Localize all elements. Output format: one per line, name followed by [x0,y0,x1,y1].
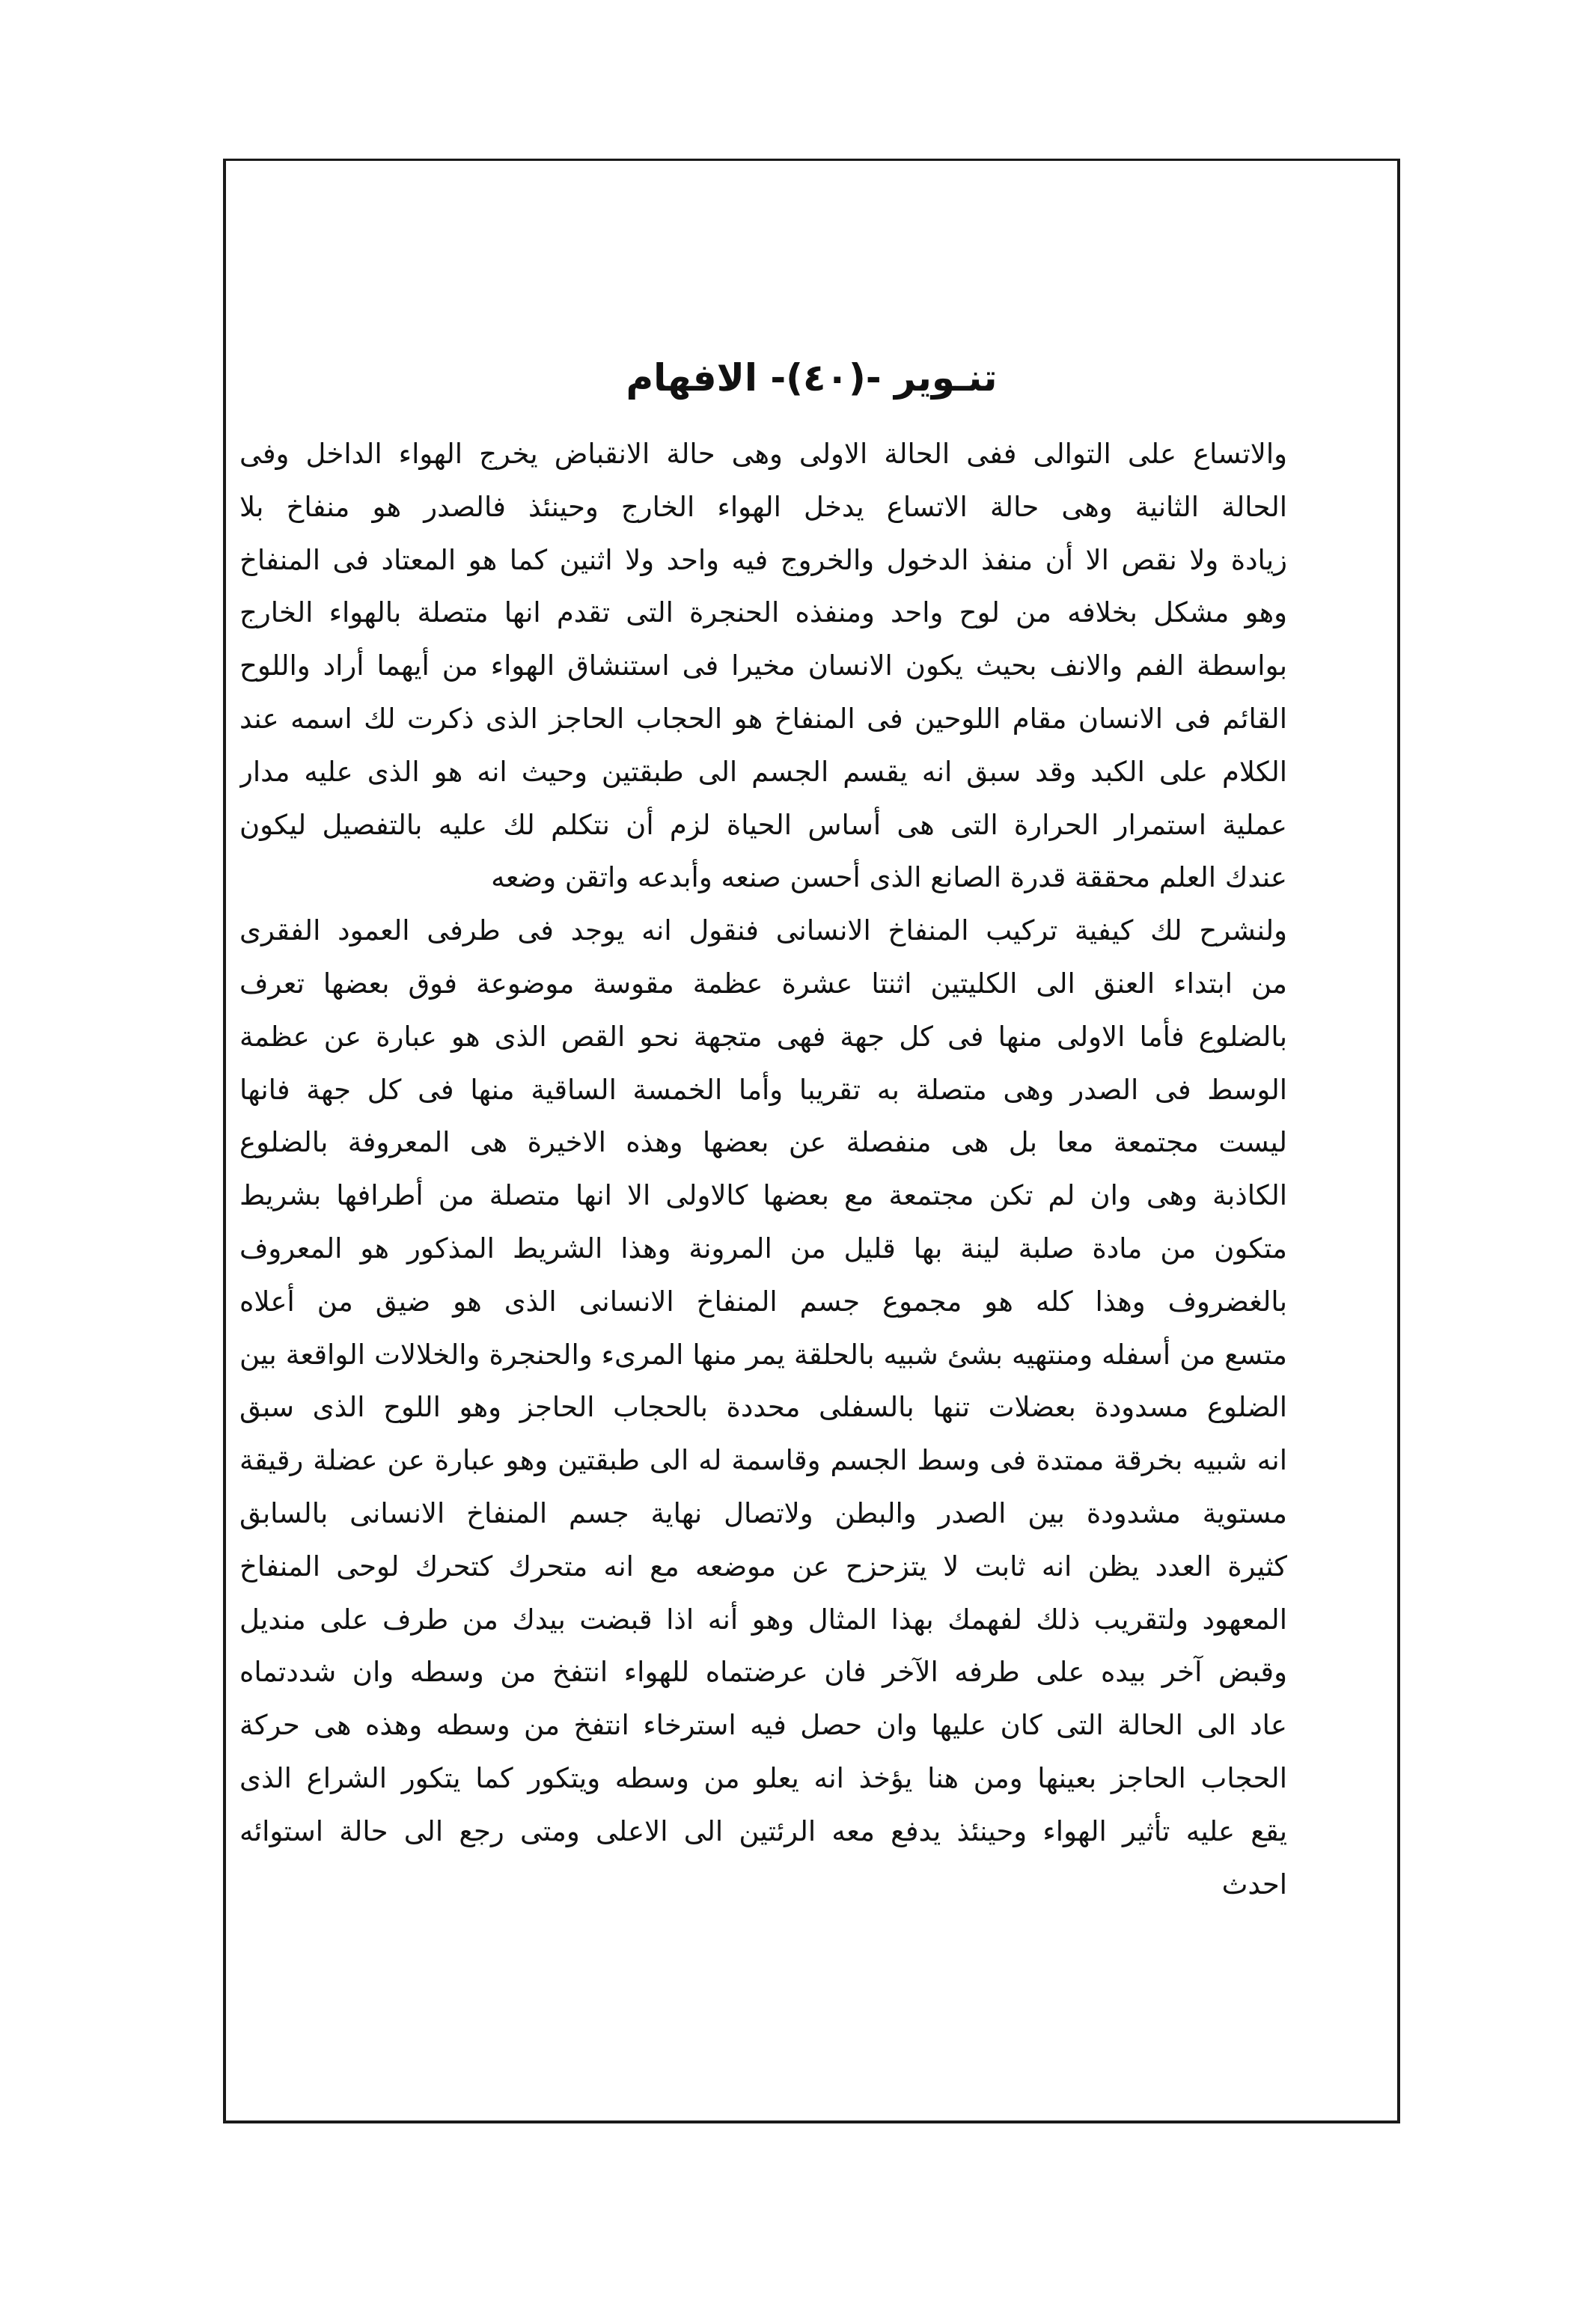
body-text [239,428,1287,1911]
text-line: وهو مشكل بخلافه من لوح واحد ومنفذه الحنجرة التى تقدم انها متصلة بالهواء الخارج [239,596,1287,629]
text-line: عاد الى الحالة التى كان عليها وان حصل فيه استرخاء انتفخ من وسطه وهذه هى حركة [239,1709,1287,1742]
text-line: متكون من مادة صلبة لينة بها قليل من المرونة وهذا الشريط المذكور هو المعروف [239,1232,1287,1265]
text-line: احدث [1221,1868,1287,1901]
text-line: بالضلوع فأما الاولى منها فى كل جهة فهى متجهة نحو القص الذى هو عبارة عن عظمة [239,1020,1287,1053]
text-line: والاتساع على التوالى ففى الحالة الاولى وهى حالة الانقباض يخرج الهواء الداخل وفى [239,438,1287,470]
text-line: انه شبيه بخرقة ممتدة فى وسط الجسم وقاسمة له الى طبقتين وهو عبارة عن عضلة رقيقة [239,1444,1287,1477]
text-line: بالغضروف وهذا كله هو مجموع جسم المنفاخ الانسانى الذى هو ضيق من أعلاه [239,1285,1287,1318]
text-line: ليست مجتمعة معا بل هى منفصلة عن بعضها وهذه الاخيرة هى المعروفة بالضلوع [239,1126,1287,1159]
text-line: كثيرة العدد يظن انه ثابت لا يتزحزح عن موضعه مع انه متحرك كتحرك لوحى المنفاخ [239,1550,1287,1583]
text-line: الكاذبة وهى وان لم تكن مجتمعة مع بعضها كالاولى الا انها متصلة من أطرافها بشريط [239,1179,1287,1212]
text-line: الوسط فى الصدر وهى متصلة به تقريبا وأما الخمسة الساقية منها فى كل جهة فانها [239,1073,1287,1106]
text-line: وقبض آخر بيده على طرفه الآخر فان عرضتماه للهواء انتفخ من وسطه وان شددتماه [239,1656,1287,1689]
text-line: ولنشرح لك كيفية تركيب المنفاخ الانسانى فنقول انه يوجد فى طرفى العمود الفقرى [239,914,1287,947]
text-line: متسع من أسفله ومنتهيه بشئ شبيه بالحلقة يمر منها المرىء والحنجرة والخلالات الواقعة بين [239,1338,1287,1371]
page-header: تنـوير -(٤٠)- الافهام [626,356,998,400]
text-line: الحالة الثانية وهى حالة الاتساع يدخل الهواء الخارج وحينئذ فالصدر هو منفاخ بلا [239,490,1287,523]
text-line: عملية استمرار الحرارة التى هى أساس الحياة لزم أن نتكلم لك عليه بالتفصيل ليكون [239,808,1287,841]
text-line: يقع عليه تأثير الهواء وحينئذ يدفع معه الرئتين الى الاعلى ومتى رجع الى حالة استوائه [239,1814,1287,1847]
text-line: عندك العلم محققة قدرة الصانع الذى أحسن صنعه وأبدعه واتقن وضعه [491,861,1287,894]
text-line: المعهود ولتقريب ذلك لفهمك بهذا المثال وهو أنه اذا قبضت بيدك من طرف على منديل [239,1603,1287,1636]
text-line: القائم فى الانسان مقام اللوحين فى المنفاخ هو الحجاب الحاجز الذى ذكرت لك اسمه عند [239,702,1287,735]
text-line: الكلام على الكبد وقد سبق انه يقسم الجسم الى طبقتين وحيث انه هو الذى عليه مدار [239,755,1287,788]
text-line: من ابتداء العنق الى الكليتين اثنتا عشرة عظمة مقوسة موضوعة فوق بعضها تعرف [239,967,1287,1000]
text-line: زيادة ولا نقص الا أن منفذ الدخول والخروج فيه واحد ولا اثنين كما هو المعتاد فى المنفاخ [239,543,1287,576]
text-line: الضلوع مسدودة بعضلات تنها بالسفلى محددة بالحجاب الحاجز وهو اللوح الذى سبق [239,1391,1287,1424]
text-line: الحجاب الحاجز بعينها ومن هنا يؤخذ انه يعلو من وسطه ويتكور كما يتكور الشراع الذى [239,1761,1287,1794]
text-line: مستوية مشدودة بين الصدر والبطن ولاتصال نهاية جسم المنفاخ الانسانى بالسابق [239,1496,1287,1529]
text-line: بواسطة الفم والانف بحيث يكون الانسان مخيرا فى استنشاق الهواء من أيهما أراد واللوح [239,649,1287,682]
